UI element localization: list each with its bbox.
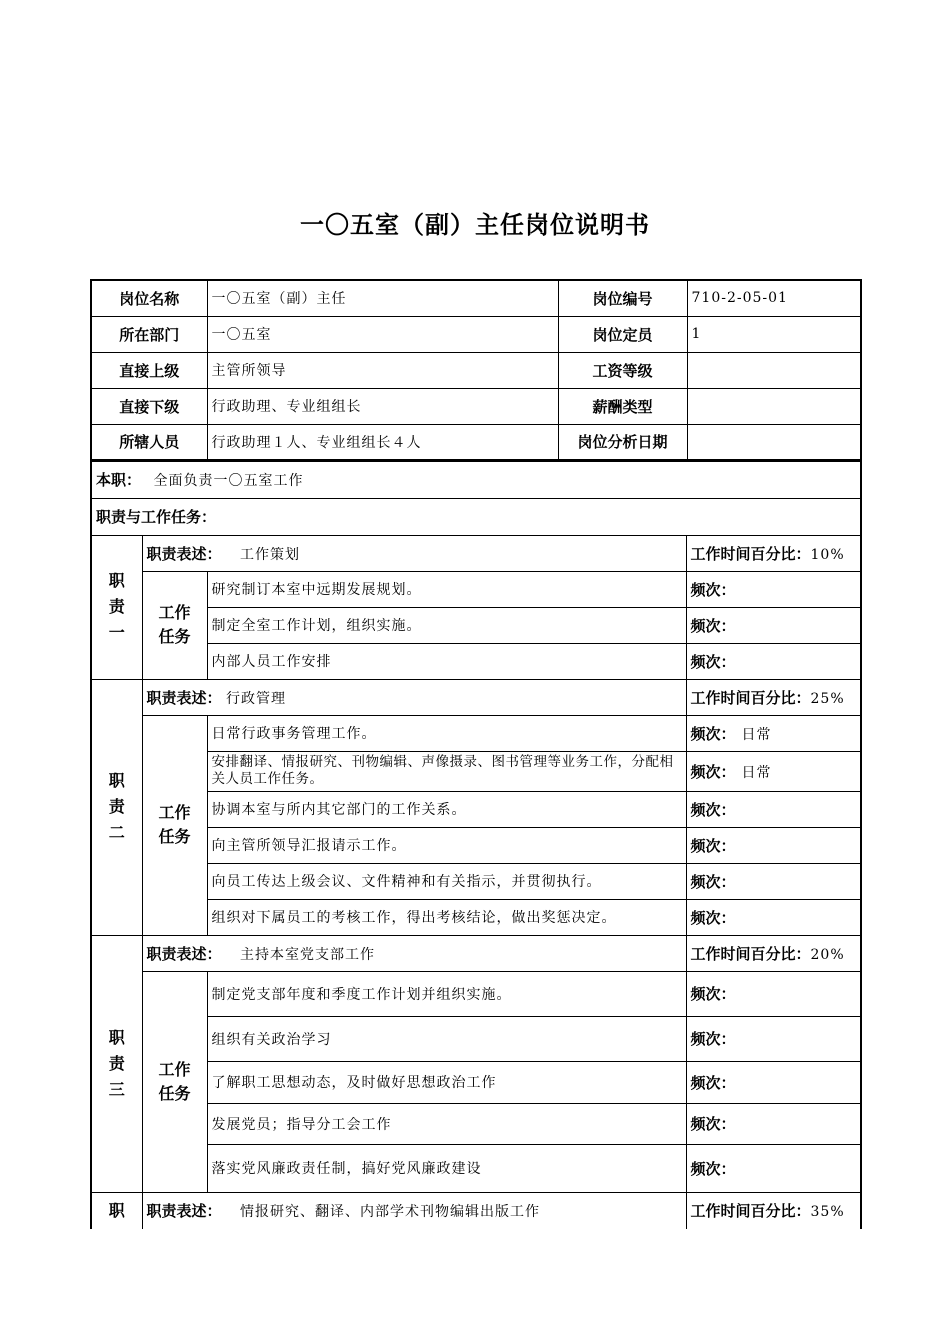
task-text: 向员工传达上级会议、文件精神和有关指示，并贯彻执行。 [207,863,686,899]
freq-label: 频次： [690,762,736,781]
info-row [91,424,861,460]
duty-label: 职 责 二 [91,679,142,935]
task-text: 组织有关政治学习 [207,1016,686,1061]
staff-value: 行政助理１人、专业组组长４人 [207,424,558,460]
benzhi-value: 全面负责一〇五室工作 [153,473,304,490]
duty-desc-row [91,935,861,971]
freq-value: 日常 [741,726,772,743]
position-code-value: 710-2-05-01 [687,280,861,316]
position-code-label: 岗位编号 [558,280,687,316]
section-header: 职责与工作任务： [91,498,861,535]
task-row [91,751,861,791]
task-row [91,1016,861,1061]
freq-label: 频次： [690,652,736,671]
pct-label: 工作时间百分比： [690,1202,811,1221]
duty-desc-value: 工作策划 [239,546,300,563]
duty-label: 职 [91,1192,142,1229]
info-row [91,352,861,388]
duty-desc-label: 职责表述： [146,544,222,563]
task-text: 发展党员；指导分工会工作 [207,1103,686,1144]
duty-desc-row [91,535,861,571]
task-text: 研究制订本室中远期发展规划。 [207,571,686,607]
task-text: 落实党风廉政责任制，搞好党风廉政建设 [207,1144,686,1192]
info-row [91,280,861,316]
task-text: 制定全室工作计划，组织实施。 [207,607,686,643]
task-text: 向主管所领导汇报请示工作。 [207,827,686,863]
task-row [91,607,861,643]
duties-table [90,460,862,1229]
task-row [91,715,861,751]
task-text: 日常行政事务管理工作。 [207,715,686,751]
pct-label: 工作时间百分比： [690,944,811,963]
duty-desc-row [91,679,861,715]
pct-value: 20% [810,946,845,963]
benzhi-row [91,461,861,498]
benzhi-label: 本职： [96,471,142,490]
department-value: 一〇五室 [207,316,558,352]
task-text: 协调本室与所内其它部门的工作关系。 [207,791,686,827]
pct-label: 工作时间百分比： [690,544,811,563]
task-row [91,971,861,1016]
freq-label: 频次： [690,616,736,635]
freq-label: 频次： [690,908,736,927]
task-row [91,1144,861,1192]
analysis-date-label: 岗位分析日期 [558,424,687,460]
freq-label: 频次： [690,724,736,743]
task-row [91,899,861,935]
task-row [91,1103,861,1144]
duty-desc-value: 行政管理 [225,690,286,707]
analysis-date-value [687,424,861,460]
freq-label: 频次： [690,836,736,855]
task-row [91,643,861,679]
duty-desc-value: 主持本室党支部工作 [239,946,375,963]
duty-label: 职 责 一 [91,535,142,679]
duty-desc-label: 职责表述： [146,944,222,963]
headcount-label: 岗位定员 [558,316,687,352]
task-text: 组织对下属员工的考核工作，得出考核结论，做出奖惩决定。 [207,899,686,935]
task-text: 内部人员工作安排 [207,643,686,679]
freq-label: 频次： [690,800,736,819]
task-row [91,571,861,607]
position-name-value: 一〇五室（副）主任 [207,280,558,316]
info-row [91,316,861,352]
freq-label: 频次： [690,1159,736,1178]
subordinate-label: 直接下级 [91,388,207,424]
task-row [91,1061,861,1103]
task-label: 工作 任务 [142,715,207,935]
freq-label: 频次： [690,1115,736,1133]
salary-grade-value [687,352,861,388]
task-label: 工作 任务 [142,571,207,679]
duty-desc-label: 职责表述： [146,1202,222,1221]
task-row [91,827,861,863]
subordinate-value: 行政助理、专业组组长 [207,388,558,424]
info-row [91,388,861,424]
headcount-value: 1 [687,316,861,352]
pay-type-value [687,388,861,424]
freq-value: 日常 [741,764,772,781]
freq-label: 频次： [690,580,736,599]
department-label: 所在部门 [91,316,207,352]
task-text: 制定党支部年度和季度工作计划并组织实施。 [207,971,686,1016]
freq-label: 频次： [690,1030,736,1048]
pct-value: 35% [810,1204,845,1221]
page-title: 一〇五室（副）主任岗位说明书 [300,211,650,239]
duty-desc-value: 情报研究、翻译、内部学术刊物编辑出版工作 [239,1204,540,1221]
pct-value: 10% [810,546,845,563]
salary-grade-label: 工资等级 [558,352,687,388]
task-text: 了解职工思想动态，及时做好思想政治工作 [207,1061,686,1103]
duty-label: 职 责 三 [91,935,142,1192]
freq-label: 频次： [690,872,736,891]
pay-type-label: 薪酬类型 [558,388,687,424]
section-header-row [91,498,861,535]
position-name-label: 岗位名称 [91,280,207,316]
freq-label: 频次： [690,985,736,1003]
supervisor-label: 直接上级 [91,352,207,388]
position-info-table [90,279,862,461]
pct-label: 工作时间百分比： [690,688,811,707]
freq-label: 频次： [690,1073,736,1092]
duty-desc-label: 职责表述： [146,688,222,707]
duty-desc-row [91,1192,861,1229]
task-label: 工作 任务 [142,971,207,1192]
task-row [91,863,861,899]
task-text: 安排翻译、情报研究、刊物编辑、声像摄录、图书管理等业务工作，分配相关人员工作任务。 [207,751,686,791]
task-row [91,791,861,827]
pct-value: 25% [810,690,845,707]
staff-label: 所辖人员 [91,424,207,460]
supervisor-value: 主管所领导 [207,352,558,388]
